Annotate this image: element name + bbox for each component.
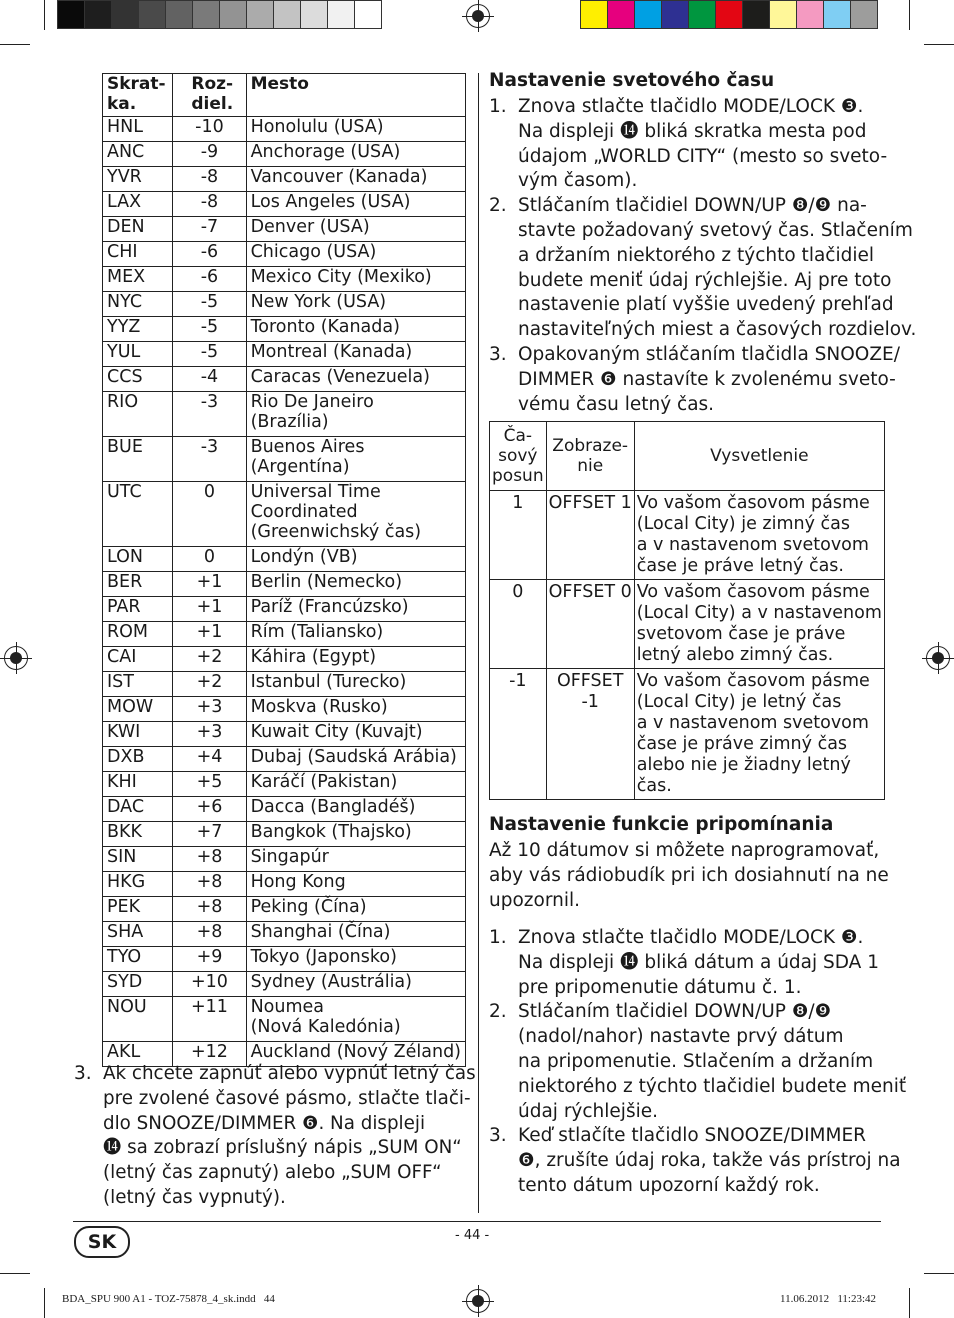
- city-code: DAC: [103, 797, 173, 822]
- color-swatch: [715, 0, 743, 29]
- footer-rule: [73, 1221, 881, 1222]
- table-row: [103, 822, 466, 847]
- table-row: [103, 572, 466, 597]
- list-text: Stláčaním tlačidiel DOWN/UP ❽/❾ (nadol/nahor) nastavte prvý dátum na pripomenutie. Stlačením a držaním niektorého z týchto tlačidiel budete meniť údaj rýchlejšie.: [518, 1001, 907, 1122]
- city-name: Buenos Aires (Argentína): [246, 437, 465, 482]
- utc-offset: +8: [173, 872, 246, 897]
- utc-offset: -5: [173, 317, 246, 342]
- registration-mark-bottom: [466, 1289, 490, 1313]
- table-row: [103, 747, 466, 772]
- city-name: Paríž (Francúzsko): [246, 597, 465, 622]
- reminder-intro: Až 10 dátumov si môžete naprogramovať, aby vás rádiobudík pri ich dosiahnutí na ne upozornil.: [489, 840, 889, 911]
- city-name: Montreal (Kanada): [246, 342, 465, 367]
- city-name: Dacca (Bangladéš): [246, 797, 465, 822]
- utc-offset: +3: [173, 722, 246, 747]
- utc-offset: 0: [173, 547, 246, 572]
- city-table-body: [103, 117, 466, 1067]
- city-code: MEX: [103, 267, 173, 292]
- utc-offset: +8: [173, 897, 246, 922]
- city-code: PAR: [103, 597, 173, 622]
- list-text: Opakovaným stláčaním tlačidla SNOOZE/ DIMMER ❻ nastavíte k zvolenému sveto- vému času letný čas.: [518, 344, 900, 415]
- utc-offset: 0: [173, 482, 246, 547]
- table-row: [103, 367, 466, 392]
- city-code: UTC: [103, 482, 173, 547]
- gray-swatch: [111, 0, 139, 29]
- city-name: Mexico City (Mexiko): [246, 267, 465, 292]
- city-name: Karáčí (Pakistan): [246, 772, 465, 797]
- city-name: Honolulu (USA): [246, 117, 465, 142]
- table-header-abbrev: Skrat- ka.: [103, 74, 173, 117]
- time-offset: -1: [490, 669, 547, 800]
- display-text: OFFSET 0: [546, 580, 634, 669]
- display-text: OFFSET 1: [546, 491, 634, 580]
- city-code: SYD: [103, 972, 173, 997]
- city-code: YVR: [103, 167, 173, 192]
- table-row: [103, 972, 466, 997]
- registration-mark-top: [466, 4, 490, 28]
- city-name: Anchorage (USA): [246, 142, 465, 167]
- list-number: 2.: [489, 1001, 507, 1023]
- city-name: Moskva (Rusko): [246, 697, 465, 722]
- city-code: HKG: [103, 872, 173, 897]
- explanation: Vo vašom časovom pásme (Local City) je zimný čas a v nastavenom svetovom čase je práve letný čas.: [634, 491, 884, 580]
- table-row: [103, 622, 466, 647]
- table-row: [103, 217, 466, 242]
- crop-mark: [0, 1273, 30, 1274]
- time-offset: 1: [490, 491, 547, 580]
- city-code: ANC: [103, 142, 173, 167]
- language-badge: SK: [74, 1226, 130, 1258]
- table-row: [103, 437, 466, 482]
- city-code: IST: [103, 672, 173, 697]
- list-text: Ak chcete zapnúť alebo vypnúť letný čas pre zvolené časové pásmo, stlačte tlači- dlo SNOOZE/DIMMER ❻. Na displeji ⓮ sa zobrazí príslušný nápis „SUM ON“ (letný čas zapnutý) alebo „SUM OFF“ (letný čas vypnutý).: [103, 1063, 476, 1208]
- city-code: DXB: [103, 747, 173, 772]
- city-code: AKL: [103, 1042, 173, 1067]
- offset-table-body: [490, 422, 885, 800]
- table-row: [103, 797, 466, 822]
- utc-offset: +8: [173, 922, 246, 947]
- gray-swatch: [138, 0, 166, 29]
- table-row: [103, 847, 466, 872]
- utc-offset: +12: [173, 1042, 246, 1067]
- utc-offset: -10: [173, 117, 246, 142]
- table-row: [103, 772, 466, 797]
- gray-swatch: [57, 0, 85, 29]
- city-name: Berlin (Nemecko): [246, 572, 465, 597]
- utc-offset: -9: [173, 142, 246, 167]
- city-name: Auckland (Nový Zéland): [246, 1042, 465, 1067]
- table-row: [103, 267, 466, 292]
- table-row: [103, 392, 466, 437]
- utc-offset: +9: [173, 947, 246, 972]
- city-code: BUE: [103, 437, 173, 482]
- gray-swatch: [165, 0, 193, 29]
- utc-offset: -4: [173, 367, 246, 392]
- table-header-row: [490, 422, 885, 491]
- city-name: Londýn (VB): [246, 547, 465, 572]
- city-code: KWI: [103, 722, 173, 747]
- crop-mark: [0, 44, 30, 45]
- city-code: LON: [103, 547, 173, 572]
- color-swatch: [634, 0, 662, 29]
- utc-offset: -5: [173, 292, 246, 317]
- color-swatch: [661, 0, 689, 29]
- city-code: KHI: [103, 772, 173, 797]
- gray-swatch: [219, 0, 247, 29]
- list-text: Znova stlačte tlačidlo MODE/LOCK ❸. Na displeji ⓮ bliká skratka mesta pod údajom „WORLD CITY“ (mesto so sveto- vým časom).: [518, 96, 888, 192]
- footer-file-info: BDA_SPU 900 A1 - TOZ-75878_4_sk.indd 44: [62, 1293, 275, 1305]
- city-name: Istanbul (Turecko): [246, 672, 465, 697]
- utc-offset: -8: [173, 167, 246, 192]
- city-code: MOW: [103, 697, 173, 722]
- gray-swatch: [354, 0, 382, 29]
- city-code: YYZ: [103, 317, 173, 342]
- utc-offset: -5: [173, 342, 246, 367]
- footer-timestamp: 11.06.2012 11:23:42: [780, 1293, 877, 1305]
- explanation: Vo vašom časovom pásme (Local City) je letný čas a v nastavenom svetovom čase je práve zimný čas alebo nie je žiadny letný čas.: [634, 669, 884, 800]
- table-row: [103, 292, 466, 317]
- table-row: [103, 922, 466, 947]
- city-name: Chicago (USA): [246, 242, 465, 267]
- city-code: SIN: [103, 847, 173, 872]
- city-name: Noumea (Nová Kaledónia): [246, 997, 465, 1042]
- city-code: CHI: [103, 242, 173, 267]
- table-row: [103, 482, 466, 547]
- list-text: Znova stlačte tlačidlo MODE/LOCK ❸. Na displeji ⓮ bliká dátum a údaj SDA 1 pre pripomenutie dátumu č. 1.: [518, 927, 879, 998]
- utc-offset: +11: [173, 997, 246, 1042]
- table-row: [490, 491, 885, 580]
- grayscale-calibration-bar: [57, 0, 381, 31]
- header-display: Zobraze- nie: [546, 422, 634, 491]
- explanation: Vo vašom časovom pásme (Local City) a v nastavenom svetovom čase je práve letný alebo zimný čas.: [634, 580, 884, 669]
- table-row: [103, 117, 466, 142]
- city-code: LAX: [103, 192, 173, 217]
- utc-offset: +5: [173, 772, 246, 797]
- table-row: [103, 167, 466, 192]
- time-offset: 0: [490, 580, 547, 669]
- utc-offset: -3: [173, 437, 246, 482]
- city-name: Sydney (Austrália): [246, 972, 465, 997]
- city-name: New York (USA): [246, 292, 465, 317]
- city-code: ROM: [103, 622, 173, 647]
- city-code: NYC: [103, 292, 173, 317]
- city-name: Singapúr: [246, 847, 465, 872]
- utc-offset: -3: [173, 392, 246, 437]
- display-text: OFFSET -1: [546, 669, 634, 800]
- utc-offset: +2: [173, 647, 246, 672]
- table-header-city: Mesto: [246, 74, 465, 117]
- utc-offset: -7: [173, 217, 246, 242]
- color-swatch: [850, 0, 878, 29]
- color-calibration-bar: [580, 0, 877, 31]
- list-number: 3.: [489, 1125, 507, 1147]
- crop-mark: [909, 0, 910, 30]
- city-name: Dubaj (Saudská Arábia): [246, 747, 465, 772]
- city-code: YUL: [103, 342, 173, 367]
- color-swatch: [580, 0, 608, 29]
- gray-swatch: [192, 0, 220, 29]
- utc-offset: +1: [173, 622, 246, 647]
- utc-offset: -8: [173, 192, 246, 217]
- utc-offset: +7: [173, 822, 246, 847]
- city-code: TYO: [103, 947, 173, 972]
- list-number: 3.: [489, 344, 507, 365]
- city-name: Shanghai (Čína): [246, 922, 465, 947]
- utc-offset: +6: [173, 797, 246, 822]
- city-name: Bangkok (Thajsko): [246, 822, 465, 847]
- city-name: Rím (Taliansko): [246, 622, 465, 647]
- city-code: DEN: [103, 217, 173, 242]
- city-name: Peking (Čína): [246, 897, 465, 922]
- utc-offset: +1: [173, 597, 246, 622]
- column-divider: [478, 73, 479, 1213]
- table-row: [103, 697, 466, 722]
- list-number: 2.: [489, 195, 507, 217]
- utc-offset: +2: [173, 672, 246, 697]
- table-row: [103, 647, 466, 672]
- table-row: [103, 672, 466, 697]
- city-name: Universal Time Coordinated (Greenwichský čas): [246, 482, 465, 547]
- city-name: Káhira (Egypt): [246, 647, 465, 672]
- page-number: - 44 -: [455, 1228, 490, 1243]
- color-swatch: [742, 0, 770, 29]
- table-row: [103, 317, 466, 342]
- table-row: [103, 897, 466, 922]
- city-name: Toronto (Kanada): [246, 317, 465, 342]
- list-text: Stláčaním tlačidiel DOWN/UP ❽/❾ na- stavte požadovaný svetový čas. Stlačením a držaním niektorého z týchto tlačidiel budete meniť údaj rýchlejšie. Aj pre toto nastavenie platí vyššie uvedený prehľad nastaviteľných miest a časových rozdielov.: [518, 195, 917, 341]
- city-name: Vancouver (Kanada): [246, 167, 465, 192]
- city-code: PEK: [103, 897, 173, 922]
- gray-swatch: [84, 0, 112, 29]
- list-number: 3.: [74, 1063, 92, 1084]
- table-row: [103, 342, 466, 367]
- city-code: CAI: [103, 647, 173, 672]
- city-code: RIO: [103, 392, 173, 437]
- table-row: [490, 669, 885, 800]
- list-text: Keď stlačíte tlačidlo SNOOZE/DIMMER ❻, zrušíte údaj roka, takže vás prístroj na tento dátum upozorní každý rok.: [518, 1125, 901, 1196]
- header-offset: Ča- sový posun: [490, 422, 547, 491]
- crop-mark: [44, 1288, 45, 1318]
- table-header-offset: Roz- diel.: [173, 74, 246, 117]
- city-code: BKK: [103, 822, 173, 847]
- list-number: 1.: [489, 927, 507, 948]
- utc-offset: +3: [173, 697, 246, 722]
- gray-swatch: [246, 0, 274, 29]
- table-row: [103, 597, 466, 622]
- utc-offset: -6: [173, 267, 246, 292]
- utc-offset: +8: [173, 847, 246, 872]
- list-number: 1.: [489, 96, 507, 117]
- crop-mark: [924, 1273, 954, 1274]
- registration-mark-left: [4, 646, 28, 670]
- gray-swatch: [327, 0, 355, 29]
- color-swatch: [823, 0, 851, 29]
- header-explanation: Vysvetlenie: [634, 422, 884, 491]
- table-row: [103, 242, 466, 267]
- city-code: HNL: [103, 117, 173, 142]
- utc-offset: +4: [173, 747, 246, 772]
- city-code: SHA: [103, 922, 173, 947]
- crop-mark: [924, 44, 954, 45]
- table-row: [103, 142, 466, 167]
- crop-mark: [44, 0, 45, 30]
- city-offset-table: [102, 73, 466, 1067]
- utc-offset: +10: [173, 972, 246, 997]
- color-swatch: [796, 0, 824, 29]
- color-swatch: [769, 0, 797, 29]
- reminder-heading: Nastavenie funkcie pripomínania: [489, 814, 834, 835]
- color-swatch: [688, 0, 716, 29]
- city-code: NOU: [103, 997, 173, 1042]
- table-row: [103, 547, 466, 572]
- city-code: BER: [103, 572, 173, 597]
- city-code: CCS: [103, 367, 173, 392]
- table-row: [103, 872, 466, 897]
- crop-mark: [909, 1288, 910, 1318]
- table-row: [103, 997, 466, 1042]
- city-name: Caracas (Venezuela): [246, 367, 465, 392]
- gray-swatch: [273, 0, 301, 29]
- city-name: Denver (USA): [246, 217, 465, 242]
- world-time-heading: Nastavenie svetového času: [489, 70, 775, 91]
- utc-offset: +1: [173, 572, 246, 597]
- city-name: Tokyo (Japonsko): [246, 947, 465, 972]
- gray-swatch: [300, 0, 328, 29]
- color-swatch: [607, 0, 635, 29]
- registration-mark-right: [926, 646, 950, 670]
- table-row: [490, 580, 885, 669]
- city-name: Hong Kong: [246, 872, 465, 897]
- city-name: Los Angeles (USA): [246, 192, 465, 217]
- utc-offset: -6: [173, 242, 246, 267]
- table-row: [103, 947, 466, 972]
- city-name: Kuwait City (Kuvajt): [246, 722, 465, 747]
- table-row: [103, 192, 466, 217]
- dst-offset-table: [489, 421, 885, 800]
- city-name: Rio De Janeiro (Brazília): [246, 392, 465, 437]
- table-row: [103, 722, 466, 747]
